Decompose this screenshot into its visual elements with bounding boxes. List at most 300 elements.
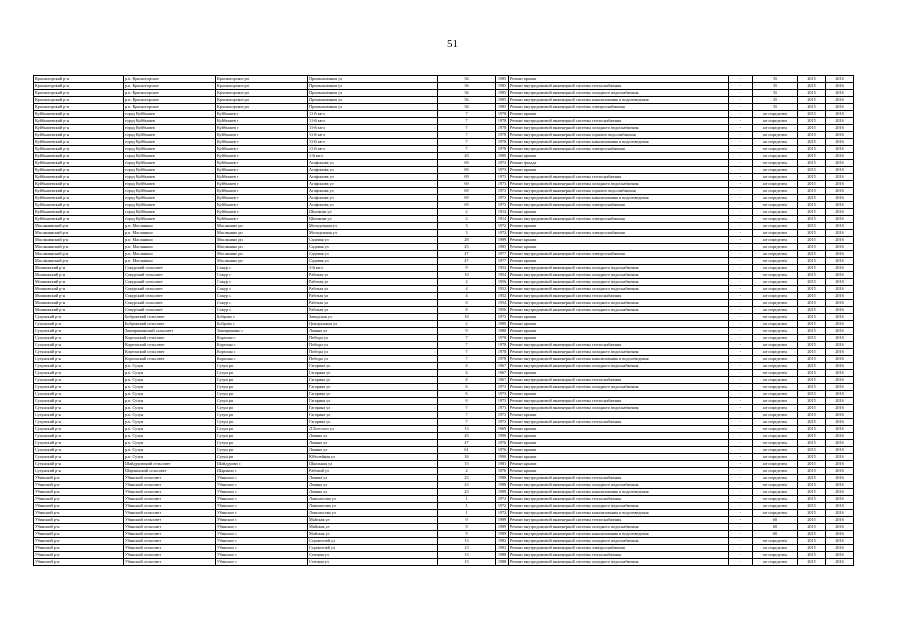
cell-year-built: 1954: [496, 265, 509, 272]
cell-end-year: 2016: [826, 251, 854, 258]
cell-house-number: 69: [438, 195, 496, 202]
cell-repair-type: Ремонт внутридомовой инженерной системы теплоснабжения: [509, 496, 729, 503]
cell-street: 11-й кв-л: [308, 132, 438, 139]
table-row: [34, 265, 854, 272]
cell-street: Строителей ул: [308, 545, 438, 552]
cell-municipality: р.п. Сузун: [124, 370, 216, 377]
cell-cost-dash: -: [729, 132, 753, 139]
cell-settlement: Убинское с: [216, 475, 308, 482]
cell-settlement: Убинское с: [216, 503, 308, 510]
cell-start-year: 2015: [798, 300, 826, 307]
cell-settlement: Сузун рп: [216, 398, 308, 405]
cell-year-built: 1977: [496, 258, 509, 265]
cell-house-number: 1: [438, 503, 496, 510]
cell-start-year: 2015: [798, 342, 826, 349]
cell-repair-type: Ремонт внутридомовой инженерной системы холодного водоснабжения: [509, 265, 729, 272]
table-row: [34, 370, 854, 377]
cell-end-year: 2016: [826, 447, 854, 454]
cell-start-year: 2015: [798, 384, 826, 391]
table-row: [34, 300, 854, 307]
cell-amount: не определен: [753, 293, 798, 300]
cell-start-year: 2015: [798, 468, 826, 475]
cell-municipality: город Куйбышев: [124, 146, 216, 153]
table-row: [34, 104, 854, 111]
cell-street: Агафонова ул: [308, 167, 438, 174]
cell-settlement: Сузун рп: [216, 426, 308, 433]
cell-house-number: 69: [438, 174, 496, 181]
cell-municipality: Сокурский сельсовет: [124, 293, 216, 300]
cell-repair-type: Ремонт крыши: [509, 153, 729, 160]
cell-amount: 35: [753, 104, 798, 111]
cell-repair-type: Ремонт внутридомовой инженерной системы горячего водоснабжения: [509, 132, 729, 139]
cell-year-built: 1972: [496, 223, 509, 230]
cell-settlement: Сокур с: [216, 265, 308, 272]
cell-end-year: 2016: [826, 258, 854, 265]
cell-year-built: 1954: [496, 272, 509, 279]
cell-street: Майская ул: [308, 517, 438, 524]
cell-settlement: Сузун рп: [216, 412, 308, 419]
cell-cost-dash: -: [729, 230, 753, 237]
cell-settlement: Сузун рп: [216, 405, 308, 412]
cell-end-year: 2016: [826, 328, 854, 335]
cell-settlement: Убинское с: [216, 489, 308, 496]
cell-year-built: 1967: [496, 377, 509, 384]
table-row: [34, 153, 854, 160]
table-body: [34, 76, 854, 566]
cell-street: Майская ул: [308, 524, 438, 531]
cell-district: Сузунский р-н: [34, 433, 124, 440]
cell-municipality: р.п. Сузун: [124, 433, 216, 440]
cell-year-built: 1978: [496, 139, 509, 146]
cell-district: Сузунский р-н: [34, 447, 124, 454]
table-row: [34, 391, 854, 398]
table-row: [34, 90, 854, 97]
cell-cost-dash: -: [729, 496, 753, 503]
table-row: [34, 510, 854, 517]
cell-municipality: р.п. Сузун: [124, 398, 216, 405]
table-row: [34, 97, 854, 104]
cell-start-year: 2015: [798, 538, 826, 545]
cell-settlement: Сузун рп: [216, 384, 308, 391]
cell-end-year: 2016: [826, 384, 854, 391]
cell-street: Победы ул: [308, 342, 438, 349]
cell-municipality: город Куйбышев: [124, 118, 216, 125]
table-row: [34, 167, 854, 174]
cell-district: Сузунский р-н: [34, 349, 124, 356]
cell-settlement: Красногорское рп: [216, 104, 308, 111]
table-row: [34, 230, 854, 237]
cell-repair-type: Ремонт внутридомовой инженерной системы канализования и водоотведения: [509, 356, 729, 363]
cell-district: Сузунский р-н: [34, 321, 124, 328]
cell-end-year: 2016: [826, 118, 854, 125]
cell-repair-type: Ремонт внутридомовой инженерной системы горячего водоснабжения: [509, 188, 729, 195]
cell-amount: не определен: [753, 370, 798, 377]
cell-street: Ленина ул: [308, 475, 438, 482]
cell-start-year: 2015: [798, 496, 826, 503]
cell-street: 3-й кв-л: [308, 265, 438, 272]
cell-end-year: 2016: [826, 160, 854, 167]
cell-start-year: 2015: [798, 335, 826, 342]
cell-street: Гагарина ул: [308, 377, 438, 384]
cell-repair-type: Ремонт крыши: [509, 454, 729, 461]
cell-house-number: 13: [438, 461, 496, 468]
cell-start-year: 2015: [798, 349, 826, 356]
cell-start-year: 2015: [798, 552, 826, 559]
table-row: [34, 237, 854, 244]
cell-street: Рабочий ул: [308, 468, 438, 475]
cell-year-built: 1973: [496, 405, 509, 412]
cell-settlement: Убинское с: [216, 510, 308, 517]
cell-district: Куйбышевский р-н: [34, 146, 124, 153]
cell-end-year: 2016: [826, 531, 854, 538]
cell-settlement: Красногорское рп: [216, 76, 308, 83]
cell-street: Рабочая ул: [308, 293, 438, 300]
cell-cost-dash: -: [729, 440, 753, 447]
cell-year-built: 1976: [496, 468, 509, 475]
cell-end-year: 2016: [826, 132, 854, 139]
cell-cost-dash: -: [729, 559, 753, 566]
cell-municipality: Убинский сельсовет: [124, 552, 216, 559]
cell-cost-dash: -: [729, 461, 753, 468]
cell-start-year: 2015: [798, 559, 826, 566]
cell-district: Красногорский р-н: [34, 76, 124, 83]
cell-municipality: р.п. Сузун: [124, 426, 216, 433]
cell-district: Красногорский р-н: [34, 90, 124, 97]
cell-street: 11-й кв-л: [308, 125, 438, 132]
cell-cost-dash: -: [729, 90, 753, 97]
cell-street: Ленина ул: [308, 328, 438, 335]
cell-repair-type: Ремонт внутридомовой инженерной системы холодного водоснабжения: [509, 349, 729, 356]
cell-cost-dash: -: [729, 314, 753, 321]
cell-district: Куйбышевский р-н: [34, 125, 124, 132]
cell-district: Сузунский р-н: [34, 426, 124, 433]
cell-year-built: 1989: [496, 517, 509, 524]
cell-repair-type: Ремонт крыши: [509, 314, 729, 321]
cell-street: Промышленная ул: [308, 104, 438, 111]
cell-settlement: Маслянино рп: [216, 251, 308, 258]
cell-repair-type: Ремонт внутридомовой инженерной системы холодного водоснабжения: [509, 90, 729, 97]
cell-house-number: 13: [438, 545, 496, 552]
cell-district: Убинский р-н: [34, 489, 124, 496]
cell-street: Рабочая ул: [308, 286, 438, 293]
cell-year-built: 1972: [496, 230, 509, 237]
cell-settlement: Сузун рп: [216, 454, 308, 461]
table-row: [34, 244, 854, 251]
cell-repair-type: Ремонт внутридомовой инженерной системы теплоснабжения: [509, 377, 729, 384]
cell-repair-type: Ремонт крыши: [509, 223, 729, 230]
cell-start-year: 2015: [798, 160, 826, 167]
cell-house-number: 13: [438, 426, 496, 433]
table-row: [34, 377, 854, 384]
cell-end-year: 2016: [826, 125, 854, 132]
cell-year-built: 1972: [496, 510, 509, 517]
cell-district: Сузунский р-н: [34, 356, 124, 363]
cell-street: Ломоносова ул: [308, 503, 438, 510]
cell-start-year: 2015: [798, 83, 826, 90]
cell-year-built: 1989: [496, 524, 509, 531]
cell-street: Л.Толстого ул: [308, 426, 438, 433]
cell-district: Сузунский р-н: [34, 335, 124, 342]
cell-municipality: Бобровский сельсовет: [124, 321, 216, 328]
cell-start-year: 2015: [798, 426, 826, 433]
cell-house-number: 7: [438, 419, 496, 426]
cell-amount: не определен: [753, 181, 798, 188]
cell-amount: 60: [753, 517, 798, 524]
cell-end-year: 2016: [826, 209, 854, 216]
cell-settlement: Куйбышев г: [216, 195, 308, 202]
cell-amount: не определен: [753, 349, 798, 356]
cell-year-built: 1973: [496, 181, 509, 188]
cell-repair-type: Ремонт внутридомовой инженерной системы холодного водоснабжения: [509, 300, 729, 307]
cell-district: Куйбышевский р-н: [34, 195, 124, 202]
cell-end-year: 2016: [826, 153, 854, 160]
cell-amount: не определен: [753, 335, 798, 342]
cell-house-number: 7: [438, 349, 496, 356]
cell-settlement: Сокур с: [216, 307, 308, 314]
cell-cost-dash: -: [729, 139, 753, 146]
cell-start-year: 2015: [798, 174, 826, 181]
cell-municipality: р.п. Сузун: [124, 447, 216, 454]
cell-repair-type: Ремонт внутридомовой инженерной системы теплоснабжения: [509, 342, 729, 349]
cell-amount: не определен: [753, 272, 798, 279]
table-row: [34, 405, 854, 412]
cell-amount: не определен: [753, 391, 798, 398]
cell-end-year: 2016: [826, 454, 854, 461]
cell-amount: не определен: [753, 111, 798, 118]
table-row: [34, 223, 854, 230]
cell-municipality: р.п. Красногорское: [124, 90, 216, 97]
cell-house-number: 36: [438, 90, 496, 97]
cell-repair-type: Ремонт внутридомовой инженерной системы холодного водоснабжения: [509, 503, 729, 510]
cell-start-year: 2015: [798, 419, 826, 426]
table-row: [34, 209, 854, 216]
cell-repair-type: Ремонт крыши: [509, 447, 729, 454]
cell-start-year: 2015: [798, 209, 826, 216]
cell-repair-type: Ремонт внутридомовой инженерной системы холодного водоснабжения: [509, 384, 729, 391]
cell-amount: не определен: [753, 265, 798, 272]
cell-street: Рабочая ул: [308, 279, 438, 286]
cell-repair-type: Ремонт внутридомовой инженерной системы холодного водоснабжения: [509, 272, 729, 279]
cell-municipality: Убинский сельсовет: [124, 559, 216, 566]
table-row: [34, 251, 854, 258]
table-row: [34, 531, 854, 538]
cell-municipality: Убинский сельсовет: [124, 524, 216, 531]
cell-year-built: 1954: [496, 300, 509, 307]
cell-end-year: 2016: [826, 174, 854, 181]
cell-settlement: Куйбышев г: [216, 139, 308, 146]
cell-year-built: 1978: [496, 118, 509, 125]
cell-repair-type: Ремонт внутридомовой инженерной системы холодного водоснабжения: [509, 279, 729, 286]
cell-house-number: 4: [438, 293, 496, 300]
cell-start-year: 2015: [798, 510, 826, 517]
cell-district: Куйбышевский р-н: [34, 202, 124, 209]
cell-settlement: Куйбышев г: [216, 181, 308, 188]
cell-year-built: 1956: [496, 279, 509, 286]
cell-municipality: р.п. Сузун: [124, 405, 216, 412]
cell-end-year: 2016: [826, 202, 854, 209]
cell-end-year: 2016: [826, 104, 854, 111]
cell-amount: не определен: [753, 454, 798, 461]
cell-municipality: Шарчинский сельсовет: [124, 468, 216, 475]
cell-cost-dash: -: [729, 398, 753, 405]
cell-start-year: 2015: [798, 328, 826, 335]
cell-cost-dash: -: [729, 258, 753, 265]
cell-municipality: Убинский сельсовет: [124, 517, 216, 524]
cell-house-number: 7: [438, 111, 496, 118]
cell-municipality: р.п. Красногорское: [124, 104, 216, 111]
cell-street: Садовая ул: [308, 258, 438, 265]
cell-settlement: Куйбышев г: [216, 160, 308, 167]
cell-amount: не определен: [753, 230, 798, 237]
cell-amount: не определен: [753, 216, 798, 223]
cell-municipality: Коргонский сельсовет: [124, 349, 216, 356]
cell-year-built: 1973: [496, 314, 509, 321]
cell-end-year: 2016: [826, 538, 854, 545]
cell-cost-dash: -: [729, 300, 753, 307]
cell-amount: 60: [753, 531, 798, 538]
cell-municipality: р.п. Красногорское: [124, 83, 216, 90]
cell-settlement: Убинское с: [216, 517, 308, 524]
cell-municipality: Убинский сельсовет: [124, 538, 216, 545]
cell-repair-type: Ремонт внутридомовой инженерной системы электроснабжения: [509, 146, 729, 153]
cell-municipality: город Куйбышев: [124, 195, 216, 202]
cell-year-built: 1973: [496, 174, 509, 181]
cell-municipality: город Куйбышев: [124, 181, 216, 188]
cell-year-built: 1988: [496, 482, 509, 489]
cell-end-year: 2016: [826, 146, 854, 153]
cell-district: Убинский р-н: [34, 475, 124, 482]
cell-house-number: 69: [438, 167, 496, 174]
cell-year-built: 1977: [496, 251, 509, 258]
cell-street: Садовая ул: [308, 244, 438, 251]
cell-year-built: 1973: [496, 160, 509, 167]
cell-street: Юбилейная ул: [308, 454, 438, 461]
cell-house-number: 2: [438, 209, 496, 216]
cell-street: Агафонова ул: [308, 188, 438, 195]
table-row: [34, 258, 854, 265]
cell-street: Гагарина ул: [308, 398, 438, 405]
cell-municipality: город Куйбышев: [124, 153, 216, 160]
cell-street: Ленина ул: [308, 489, 438, 496]
cell-district: Мошковский р-н: [34, 300, 124, 307]
cell-start-year: 2015: [798, 76, 826, 83]
cell-municipality: р.п. Сузун: [124, 419, 216, 426]
cell-amount: не определен: [753, 279, 798, 286]
cell-cost-dash: -: [729, 538, 753, 545]
cell-amount: не определен: [753, 244, 798, 251]
cell-end-year: 2016: [826, 552, 854, 559]
cell-amount: не определен: [753, 552, 798, 559]
cell-end-year: 2016: [826, 398, 854, 405]
cell-municipality: р.п. Маслянино: [124, 223, 216, 230]
cell-district: Убинский р-н: [34, 503, 124, 510]
cell-municipality: Убинский сельсовет: [124, 475, 216, 482]
cell-cost-dash: -: [729, 244, 753, 251]
cell-end-year: 2016: [826, 391, 854, 398]
cell-year-built: 1988: [496, 475, 509, 482]
cell-amount: не определен: [753, 167, 798, 174]
cell-cost-dash: -: [729, 356, 753, 363]
table-row: [34, 279, 854, 286]
cell-house-number: 28: [438, 237, 496, 244]
cell-amount: не определен: [753, 496, 798, 503]
cell-amount: не определен: [753, 237, 798, 244]
cell-end-year: 2016: [826, 461, 854, 468]
cell-start-year: 2015: [798, 482, 826, 489]
cell-municipality: Убинский сельсовет: [124, 482, 216, 489]
cell-district: Маслянинский р-н: [34, 258, 124, 265]
cell-year-built: 1978: [496, 335, 509, 342]
cell-end-year: 2016: [826, 377, 854, 384]
cell-municipality: р.п. Сузун: [124, 363, 216, 370]
table-row: [34, 342, 854, 349]
cell-settlement: Убинское с: [216, 482, 308, 489]
cell-district: Сузунский р-н: [34, 454, 124, 461]
table-row: [34, 293, 854, 300]
cell-year-built: 1952: [496, 286, 509, 293]
table-row: [34, 188, 854, 195]
cell-amount: не определен: [753, 461, 798, 468]
cell-street: Строителей ул: [308, 538, 438, 545]
cell-street: Промышленная ул: [308, 97, 438, 104]
cell-year-built: 1978: [496, 111, 509, 118]
cell-cost-dash: -: [729, 286, 753, 293]
cell-settlement: Куйбышев г: [216, 132, 308, 139]
cell-amount: не определен: [753, 300, 798, 307]
cell-cost-dash: -: [729, 412, 753, 419]
cell-municipality: город Куйбышев: [124, 139, 216, 146]
cell-house-number: 2: [438, 279, 496, 286]
cell-settlement: Маслянино рп: [216, 237, 308, 244]
cell-cost-dash: -: [729, 503, 753, 510]
cell-settlement: Куйбышев г: [216, 146, 308, 153]
cell-amount: 35: [753, 90, 798, 97]
cell-repair-type: Ремонт крыши: [509, 461, 729, 468]
cell-district: Убинский р-н: [34, 545, 124, 552]
cell-settlement: Куйбышев г: [216, 125, 308, 132]
cell-settlement: Коргоны с: [216, 349, 308, 356]
cell-municipality: р.п. Сузун: [124, 377, 216, 384]
table-row: [34, 440, 854, 447]
cell-amount: не определен: [753, 286, 798, 293]
cell-municipality: р.п. Красногорское: [124, 76, 216, 83]
cell-year-built: 1988: [496, 489, 509, 496]
cell-repair-type: Ремонт внутридомовой инженерной системы теплоснабжения: [509, 419, 729, 426]
table-row: [34, 181, 854, 188]
cell-settlement: Куйбышев г: [216, 188, 308, 195]
cell-repair-type: Ремонт внутридомовой инженерной системы канализования и водоотведения: [509, 489, 729, 496]
cell-end-year: 2016: [826, 139, 854, 146]
cell-end-year: 2016: [826, 76, 854, 83]
cell-start-year: 2015: [798, 223, 826, 230]
cell-street: Победы ул: [308, 356, 438, 363]
cell-municipality: город Куйбышев: [124, 209, 216, 216]
cell-repair-type: Ремонт внутридомовой инженерной системы канализования и водоотведения: [509, 510, 729, 517]
cell-repair-type: Ремонт внутридомовой инженерной системы электроснабжения: [509, 104, 729, 111]
cell-house-number: 6: [438, 384, 496, 391]
cell-house-number: 4: [438, 363, 496, 370]
cell-amount: не определен: [753, 139, 798, 146]
cell-start-year: 2015: [798, 202, 826, 209]
cell-district: Куйбышевский р-н: [34, 188, 124, 195]
cell-house-number: 9: [438, 265, 496, 272]
repair-schedule-table: [33, 75, 854, 566]
cell-cost-dash: -: [729, 335, 753, 342]
cell-end-year: 2016: [826, 237, 854, 244]
cell-house-number: 45: [438, 244, 496, 251]
cell-house-number: 7: [438, 146, 496, 153]
cell-cost-dash: -: [729, 342, 753, 349]
